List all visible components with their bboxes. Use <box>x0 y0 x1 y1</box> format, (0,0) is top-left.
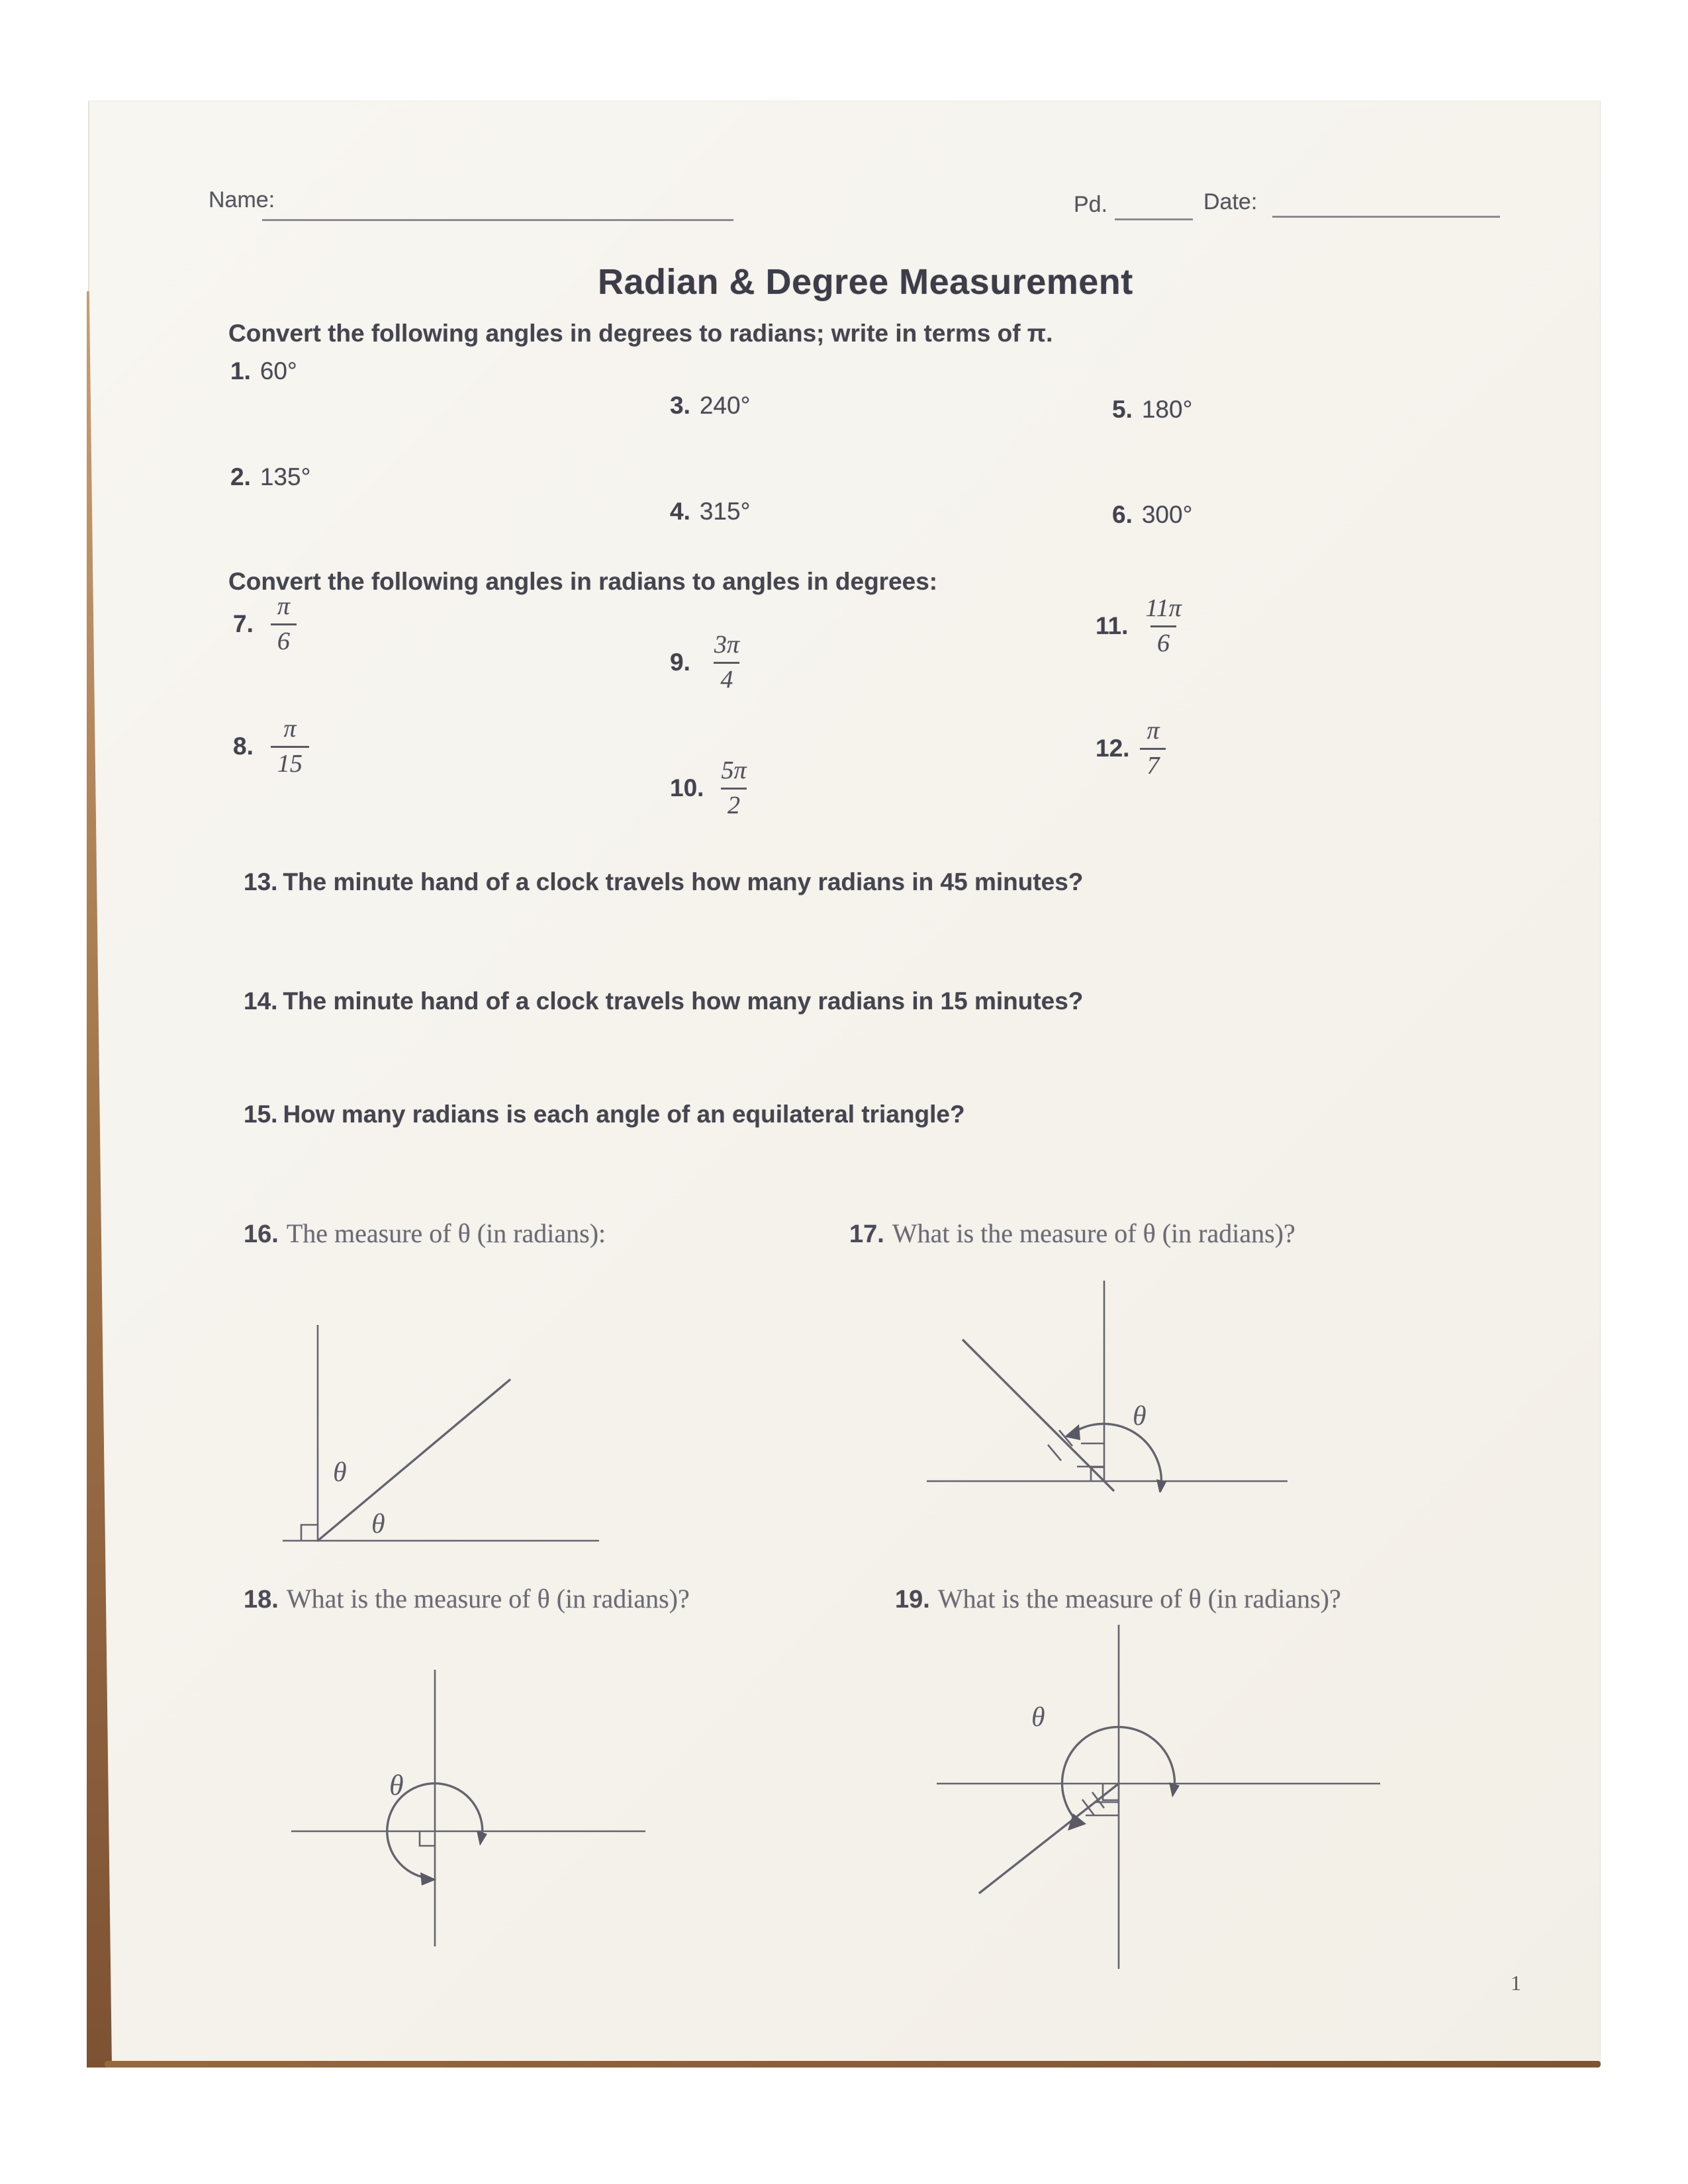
problem-4 <box>670 498 750 525</box>
problem-text: What is the measure of θ (in radians)? <box>286 1584 690 1614</box>
arc-arrowhead <box>420 1872 436 1886</box>
problem-number: 10. <box>670 774 704 802</box>
problem-number: 4. <box>670 498 690 525</box>
fraction-numerator: 11π <box>1145 594 1182 622</box>
fraction <box>271 594 297 655</box>
date-label: Date: <box>1203 189 1258 214</box>
fraction-numerator: π <box>1147 717 1160 745</box>
arc-arrowhead <box>1064 1424 1080 1440</box>
pd-blank-line <box>1115 218 1193 220</box>
problem-number: 3. <box>670 392 690 419</box>
fraction-denominator: 15 <box>271 746 309 778</box>
theta-label: θ <box>333 1457 347 1488</box>
fraction-denominator: 2 <box>721 788 747 819</box>
fraction-denominator: 4 <box>714 662 739 694</box>
theta-label: θ <box>371 1509 385 1539</box>
problem-number: 9. <box>670 649 690 676</box>
angle-diagram-18 <box>285 1655 655 1959</box>
problem-2 <box>230 463 310 491</box>
name-blank-line <box>262 219 733 221</box>
problem-number: 14. <box>244 987 278 1015</box>
problem-number: 13. <box>244 868 278 895</box>
problem-9 <box>670 632 746 694</box>
angle-diagram-17 <box>923 1274 1294 1492</box>
problem-6 <box>1112 501 1192 529</box>
problem-value: 315° <box>699 498 751 525</box>
fraction <box>1140 718 1166 780</box>
problem-number: 15. <box>244 1101 278 1128</box>
theta-label: θ <box>1133 1401 1147 1432</box>
problem-number: 11. <box>1096 612 1129 640</box>
pd-label: Pd. <box>1074 192 1108 217</box>
section1-instructions: Convert the following angles in degrees to radians; write in terms of π. <box>228 320 1053 347</box>
problem-number: 2. <box>230 463 251 490</box>
problem-number: 7. <box>233 610 254 638</box>
problem-12 <box>1096 718 1166 780</box>
problem-16-label <box>244 1218 606 1249</box>
problem-19-label <box>895 1583 1341 1614</box>
tick-mark <box>1048 1445 1061 1461</box>
problem-text: The minute hand of a clock travels how many radians in 15 minutes? <box>283 987 1084 1015</box>
problem-18-label <box>244 1583 690 1614</box>
date-blank-line <box>1272 216 1500 218</box>
problem-number: 5. <box>1112 396 1133 423</box>
fraction <box>714 758 753 819</box>
problem-number: 1. <box>230 357 251 385</box>
arc-arrowhead <box>1169 1782 1180 1797</box>
arc-arrowhead <box>477 1831 487 1846</box>
problem-value: 60° <box>259 357 297 385</box>
tick-mark <box>1082 1799 1094 1815</box>
problem-number: 17. <box>849 1220 884 1248</box>
problem-number: 18. <box>244 1586 279 1614</box>
problem-text: How many radians is each angle of an equilateral triangle? <box>283 1101 965 1128</box>
problem-8 <box>233 716 309 778</box>
problem-number: 16. <box>244 1220 279 1248</box>
fraction-denominator: 6 <box>1150 625 1176 657</box>
fraction-numerator: π <box>283 715 297 743</box>
fraction <box>271 716 309 778</box>
angle-arc <box>1075 1424 1161 1487</box>
problem-text: The measure of θ (in radians): <box>286 1218 606 1248</box>
problem-7 <box>233 594 297 655</box>
problem-text: What is the measure of θ (in radians)? <box>937 1584 1341 1614</box>
section2-instructions: Convert the following angles in radians to angles in degrees: <box>228 568 938 595</box>
fraction-denominator: 7 <box>1140 748 1166 780</box>
problem-11 <box>1096 596 1188 657</box>
problem-5 <box>1112 396 1192 424</box>
angle-diagram-19 <box>927 1615 1390 1985</box>
problem-value: 180° <box>1141 396 1193 423</box>
problem-value: 300° <box>1141 501 1193 528</box>
angle-diagram-16 <box>281 1317 612 1549</box>
problem-10 <box>670 758 753 819</box>
problem-value: 240° <box>699 392 751 419</box>
problem-number: 12. <box>1096 735 1130 762</box>
fraction-denominator: 6 <box>271 623 297 655</box>
problem-17-label <box>849 1218 1295 1249</box>
table-edge-bottom <box>105 2061 1601 2068</box>
problem-13 <box>244 868 1083 896</box>
page-number: 1 <box>1511 1971 1521 1995</box>
fraction-numerator: 3π <box>714 631 739 659</box>
problem-text: The minute hand of a clock travels how many radians in 45 minutes? <box>283 868 1084 895</box>
problem-number: 8. <box>233 733 254 760</box>
theta-label: θ <box>1031 1702 1045 1733</box>
fraction <box>1139 596 1188 657</box>
problem-text: What is the measure of θ (in radians)? <box>892 1218 1295 1248</box>
problem-number: 19. <box>895 1586 930 1614</box>
problem-15 <box>244 1101 965 1128</box>
worksheet-title: Radian & Degree Measurement <box>598 262 1133 302</box>
right-angle-marker <box>420 1831 435 1846</box>
problem-1 <box>230 357 297 385</box>
right-angle-marker <box>301 1525 318 1541</box>
problem-14 <box>244 987 1083 1015</box>
theta-label: θ <box>389 1769 404 1801</box>
fraction-numerator: 5π <box>721 756 747 784</box>
fraction-numerator: π <box>277 592 290 620</box>
problem-3 <box>670 392 750 420</box>
fraction <box>708 632 746 694</box>
name-label: Name: <box>209 187 275 212</box>
problem-value: 135° <box>259 463 311 490</box>
problem-number: 6. <box>1112 501 1133 528</box>
